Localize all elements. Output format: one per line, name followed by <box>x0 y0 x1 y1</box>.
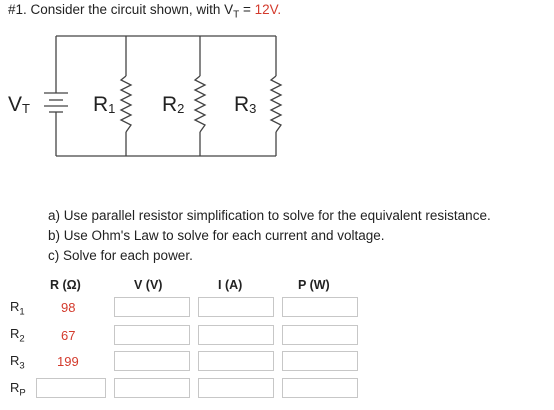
current-rp-input[interactable] <box>198 378 274 398</box>
title-equals: = <box>239 2 255 17</box>
current-r3-input[interactable] <box>198 351 274 371</box>
r2-label: R2 <box>162 93 185 116</box>
current-r2-input[interactable] <box>198 325 274 345</box>
instruction-a: a) Use parallel resistor simplification to solve for the equivalent resistance. <box>48 208 491 223</box>
power-r2-input[interactable] <box>282 325 358 345</box>
resistance-r2: 67 <box>61 328 76 343</box>
instructions <box>48 206 491 266</box>
resistance-r3: 199 <box>57 354 79 369</box>
header-current: I (A) <box>218 278 243 292</box>
title-prefix: #1. Consider the circuit shown, with V <box>8 2 234 17</box>
source-label: VT <box>8 93 30 116</box>
resistance-r1: 98 <box>61 300 76 315</box>
title-sub: T <box>233 9 240 21</box>
voltage-rp-input[interactable] <box>114 378 190 398</box>
row-label-r3: $R_3$ <box>10 353 25 372</box>
header-power: P (W) <box>298 278 330 292</box>
r1-label: R1 <box>93 93 116 116</box>
instruction-c: c) Solve for each power. <box>48 248 193 263</box>
power-rp-input[interactable] <box>282 378 358 398</box>
resistor-r1 <box>121 76 131 132</box>
voltage-r2-input[interactable] <box>114 325 190 345</box>
voltage-r1-input[interactable] <box>114 297 190 317</box>
circuit-diagram <box>0 18 300 178</box>
instruction-b: b) Use Ohm's Law to solve for each current and voltage. <box>48 228 385 243</box>
source-voltage-value: 12V. <box>254 2 282 17</box>
resistor-r2 <box>195 76 205 132</box>
resistor-r3 <box>271 76 281 132</box>
row-label-r1: $R_1$ <box>10 299 25 318</box>
current-r1-input[interactable] <box>198 297 274 317</box>
r3-label: R3 <box>234 93 257 116</box>
header-voltage: V (V) <box>134 278 163 292</box>
row-label-rp: $R_P$ <box>10 380 26 399</box>
row-label-r2: $R_2$ <box>10 326 25 345</box>
power-r3-input[interactable] <box>282 351 358 371</box>
header-resistance: R (Ω) <box>50 278 81 292</box>
voltage-r3-input[interactable] <box>114 351 190 371</box>
resistance-rp-input[interactable] <box>36 378 106 398</box>
battery-symbol <box>44 93 68 112</box>
power-r1-input[interactable] <box>282 297 358 317</box>
